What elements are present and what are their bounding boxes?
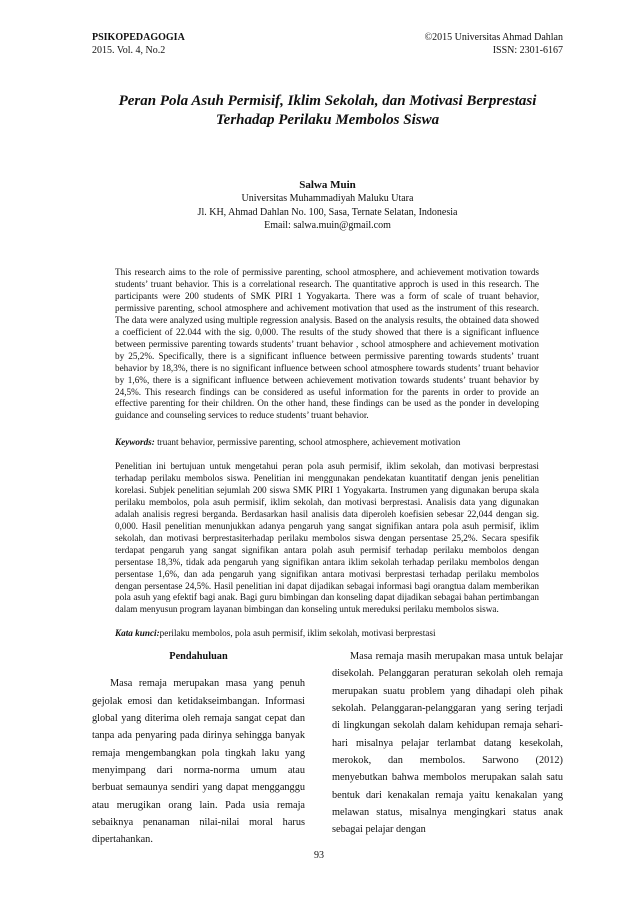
header-right bbox=[425, 31, 563, 57]
journal-name: PSIKOPEDAGOGIA bbox=[92, 32, 185, 43]
author-email: Email: salwa.muin@gmail.com bbox=[264, 220, 391, 231]
author-name: Salwa Muin bbox=[299, 179, 356, 191]
body-paragraph-right: Masa remaja masih merupakan masa untuk belajar disekolah. Pelanggaran peraturan sekolah oleh remaja merupakan suatu problem yang dihadapi oleh pihak sekolah. Pelanggaran-pelanggaran yang sering terjadi di lingkungan sekolah dalam kehidupan remaja sehari-hari misalnya pelajar terlambat datang kesekolah, merokok, dan membolos. Sarwono (2012) menyebutkan bahwa membolos merupakan salah satu bentuk dari kenakalan remaja yaitu kenakalan yang melawan status, misalnya mengingkari status anak sebagai pelajar dengan bbox=[332, 651, 563, 836]
journal-volume: 2015. Vol. 4, No.2 bbox=[92, 45, 166, 56]
page-number: 93 bbox=[314, 850, 324, 861]
body-column-left bbox=[92, 648, 305, 849]
issn: ISSN: 2301-6167 bbox=[492, 45, 563, 56]
copyright-notice: ©2015 Universitas Ahmad Dahlan bbox=[424, 32, 563, 43]
keywords-indonesian bbox=[115, 627, 539, 639]
abstract-indonesian: Penelitian ini bertujuan untuk mengetahui peran pola asuh permisif, iklim sekolah, dan motivasi berprestasi terhadap perilaku membolos siswa. Penelitian ini menggunakan pendekatan kuantitatif dengan jenis penelitian korelasi. Subjek penelitian sejumlah 200 siswa SMK PIRI 1 Yogyakarta. Instrumen yang digunakan berupa skala perilaku membolos, pola asuh permisif, iklim sekolah, dan motivasi berprestasi. Analisis data yang digunakan adalah analisis regresi berganda. Berdasarkan hasil analisis data diperoleh koefisien sebesar 22,044 dengan sig. 0,000. Hasil penelitian menunjukkan adanya pengaruh yang sangat signifikan antara pola asuh permisif, iklim sekolah, dan motivasi berprestasiterhadap perilaku membolos siswa dengan persentase 25,2%. Secara spesifik terdapat pengaruh yang sangat signifikan antara polah asuh permisif terhadap perilaku membolos dengan persentase 18,3%, tidak ada pengaruh yang signifikan antara iklim sekolah terhadap perilaku membolos dengan persentase 1,6%, dan ada pengaruh yang signifikan antara motivasi berprestasi terhadap perilaku membolos dengan persentase 24,5%. Hasil penelitian ini dapat dijadikan sebagai informasi bagi orangtua dalam memberikan pola asuh yang efektif bagi anak. Bagi guru bimbingan dan konseling dapat dijadikan sebagai bahan pertimbangan dalam menyusun program layanan bimbingan dan konseling untuk mereduksi perilaku membolos siswa. bbox=[115, 461, 539, 615]
article-title bbox=[92, 92, 563, 130]
body-paragraph-left: Masa remaja merupakan masa yang penuh gejolak emosi dan ketidakseimbangan. Informasi global yang diterima oleh remaja sangat cepat dan tanpa ada penyaring pada dirinya sehingga banyak remaja mengembangkan pola tingkah laku yang menyimpang dari norma-norma umum atau berbuat semaunya sendiri yang dapat mengganggu atau merugikan orang lain. Pada usia remaja sebaiknya penanaman nilai-nilai moral harus dipertahankan. bbox=[92, 678, 305, 846]
kata-kunci-label: Kata kunci: bbox=[115, 628, 160, 638]
body-column-right bbox=[332, 648, 563, 839]
keywords-text: truant behavior, permissive parenting, school atmosphere, achievement motivation bbox=[154, 437, 461, 447]
title-line-1: Peran Pola Asuh Permisif, Iklim Sekolah, dan Motivasi Berprestasi bbox=[118, 93, 537, 109]
abstract-english: This research aims to the role of permissive parenting, school atmosphere, and achievement motivation towards students’ truant behavior. This is a correlational research. The quantitative approch is used in this research. The participants were 200 students of SMK PIRI 1 Yogyakarta. There was a form of scale of truant behavior, permissive parenting, school atmosphere and achivement motivation that used as the instrument of this research. The data were analyzed using multiple regression analysis. Based on the analysis results, the obtained data showed a coefficient of 22.044 with the sig. 0,000. The results of the study showed that there is a significant influence between permissive parenting towards students’ truant behavior , school atmosphere and achievement motivation by 25,2%. Specifically, there is a significant influence between permissive parenting towards students’ truant behavior by 18,3%, there is no significant influence between school atmosphere towards students’ truant behavior by 1,6%, there is a significant influence between achievement motivation towards students’ truant behavior by 24,5%. This research findings can be considered as useful information for the parents in order to provide an effective parenting for their children. On the other hand, these findings can be used as the ponder in developing guidance and counseling services to reduce students’ truant behavior. bbox=[115, 267, 539, 421]
kata-kunci-text: perilaku membolos, pola asuh permisif, iklim sekolah, motivasi berprestasi bbox=[159, 628, 436, 638]
keywords-english bbox=[115, 436, 539, 448]
section-heading: Pendahuluan bbox=[169, 651, 228, 662]
author-block bbox=[92, 178, 563, 233]
keywords-label: Keywords: bbox=[115, 437, 155, 447]
title-line-2: Terhadap Perilaku Membolos Siswa bbox=[215, 112, 440, 128]
author-affiliation: Universitas Muhammadiyah Maluku Utara bbox=[241, 193, 414, 204]
author-address: Jl. KH, Ahmad Dahlan No. 100, Sasa, Ternate Selatan, Indonesia bbox=[197, 206, 458, 218]
header-left bbox=[92, 31, 185, 57]
